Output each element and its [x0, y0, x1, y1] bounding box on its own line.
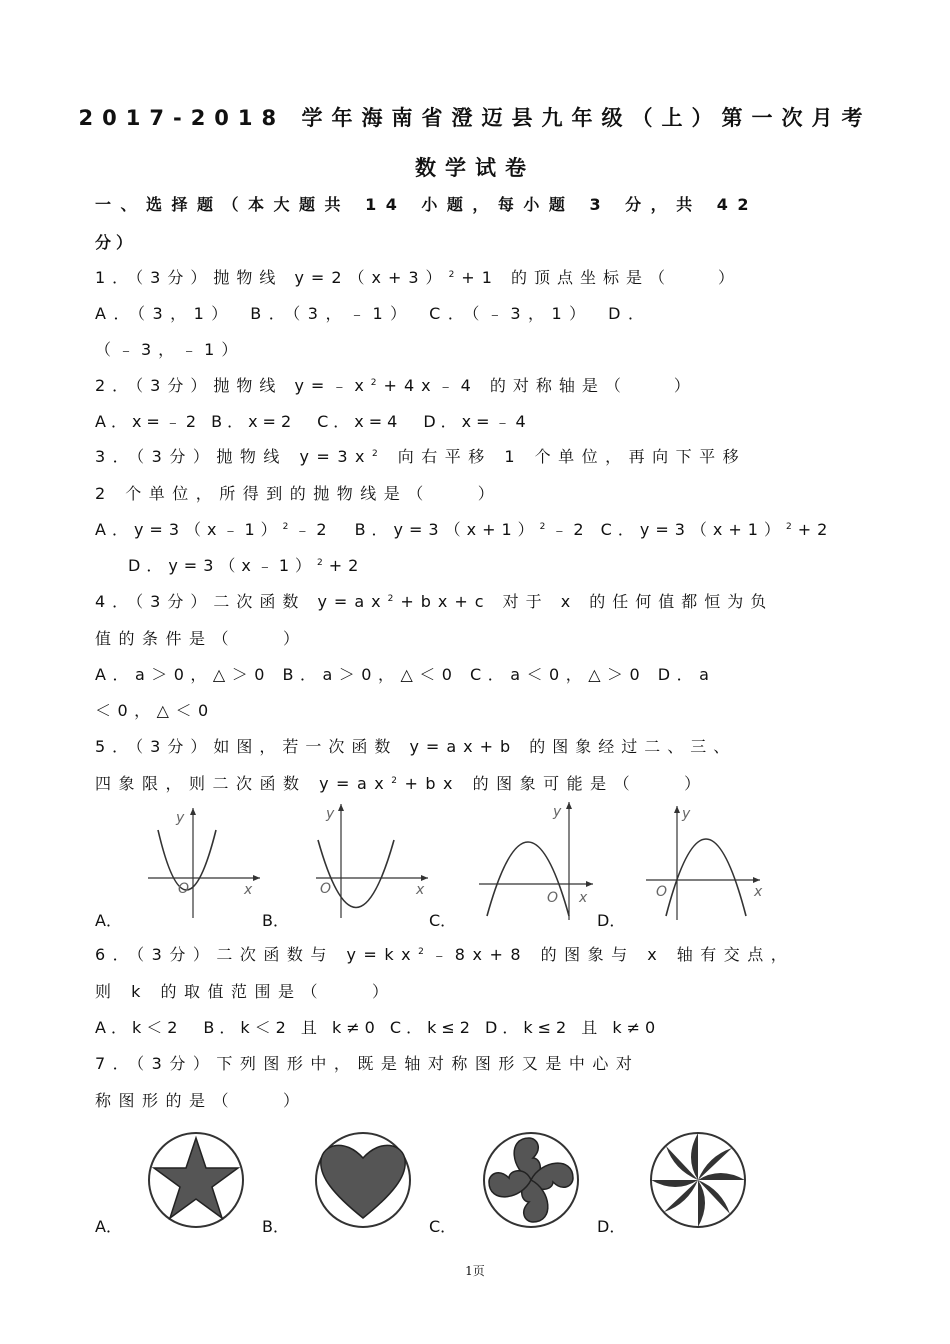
question-3-options-cont: D．y=3（x﹣1）$^2$+2 — [128, 556, 365, 575]
page-title: 2017-2018 学年海南省澄迈县九年级（上）第一次月考 — [78, 106, 872, 130]
question-1-options-cont: （﹣3，﹣1） — [95, 340, 245, 359]
section-heading: 一、选择题（本大题共 14 小题，每小题 3 分，共 42 — [95, 195, 759, 214]
option-label-d: D． — [597, 911, 626, 930]
question-4-stem: 4．（3分）二次函数 $y=ax^2+bx+c$ 对于 x 的任何值都恒为负 — [95, 592, 774, 611]
x-axis-arrow — [586, 881, 593, 887]
page-number: 1页 — [465, 1264, 485, 1278]
question-5-stem: 5．（3分）如图，若一次函数 y=ax+b 的图象经过二、三、 — [95, 737, 737, 756]
question-7-stem-cont: 称图形的是（ ） — [95, 1091, 307, 1110]
x-axis-arrow — [253, 875, 260, 881]
origin-label: O — [547, 890, 559, 906]
graph-c — [475, 800, 600, 925]
x-label: x — [416, 882, 425, 898]
y-label: y — [326, 806, 335, 822]
option-label-a: A． — [95, 911, 122, 930]
y-axis-arrow — [566, 802, 572, 809]
option-label-b: B． — [262, 911, 289, 930]
question-4-options-cont: ＜0，△＜0 — [95, 701, 215, 720]
question-4-options: A．a＞0，△＞0 B．a＞0，△＜0 C．a＜0，△＞0 D．a — [95, 665, 716, 684]
question-6-stem: 6．（3分）二次函数与 $y=kx^2﹣8x+8$ 的图象与 x 轴有交点， — [95, 945, 795, 964]
page-subtitle: 数学试卷 — [415, 156, 535, 180]
question-7-stem: 7．（3分）下列图形中，既是轴对称图形又是中心对 — [95, 1054, 640, 1073]
parabola — [318, 840, 394, 908]
option-label-d: D． — [597, 1217, 626, 1236]
question-4-stem-cont: 值的条件是（ ） — [95, 629, 307, 648]
question-3-options: A．y=3（x﹣1）$^2$﹣2 B．$y=3(x+1)^2﹣2$ C．$y=3(x+1)^2+2$ — [95, 520, 834, 539]
y-axis-arrow — [674, 806, 680, 813]
x-axis-arrow — [753, 877, 760, 883]
section-heading-cont: 分） — [95, 233, 138, 252]
option-label-c: C． — [429, 1217, 457, 1236]
figure-clover — [481, 1130, 581, 1230]
question-1-stem: 1．（3分）抛物线 $y=2(x+3)^2+1$ 的顶点坐标是（ ） — [95, 268, 741, 287]
question-2-options: A．x=﹣2 B．x=2 C．x=4 D．x=﹣4 — [95, 412, 531, 431]
origin-label: O — [656, 884, 668, 900]
origin-label: O — [178, 881, 190, 897]
y-label: y — [682, 806, 691, 822]
y-axis-arrow — [338, 804, 344, 811]
question-6-stem-cont: 则 k 的取值范围是（ ） — [95, 982, 396, 1001]
y-label: y — [176, 810, 185, 826]
y-label: y — [553, 804, 562, 820]
option-label-a: A． — [95, 1217, 122, 1236]
x-label: x — [244, 882, 253, 898]
parabola — [666, 839, 746, 916]
y-axis-arrow — [190, 808, 196, 815]
question-5-stem-cont: 四象限，则二次函数 $y=ax^2+bx$ 的图象可能是（ ） — [95, 774, 708, 793]
question-6-options: A．k＜2 B．k＜2 且 k≠0 C．k≤2 D．k≤2 且 k≠0 — [95, 1018, 661, 1037]
figure-heart — [313, 1130, 413, 1230]
figure-star — [146, 1130, 246, 1230]
graph-b — [308, 800, 433, 925]
question-2-stem: 2．（3分）抛物线 $y=﹣x^2+4x﹣4$ 的对称轴是（ ） — [95, 376, 697, 395]
origin-label: O — [320, 881, 332, 897]
graph-d — [642, 800, 767, 925]
option-label-c: C． — [429, 911, 457, 930]
option-label-b: B． — [262, 1217, 289, 1236]
graph-a — [140, 800, 265, 925]
question-3-stem: 3．（3分）抛物线 $y=3x^2$ 向右平移 1 个单位，再向下平移 — [95, 447, 747, 466]
x-axis-arrow — [421, 875, 428, 881]
figure-pinwheel — [648, 1130, 748, 1230]
question-1-options: A．（3，1） B．（3，﹣1） C．（﹣3，1） D． — [95, 304, 652, 323]
x-label: x — [754, 884, 763, 900]
question-3-stem-cont: 2 个单位，所得到的抛物线是（ ） — [95, 484, 502, 503]
x-label: x — [579, 890, 588, 906]
